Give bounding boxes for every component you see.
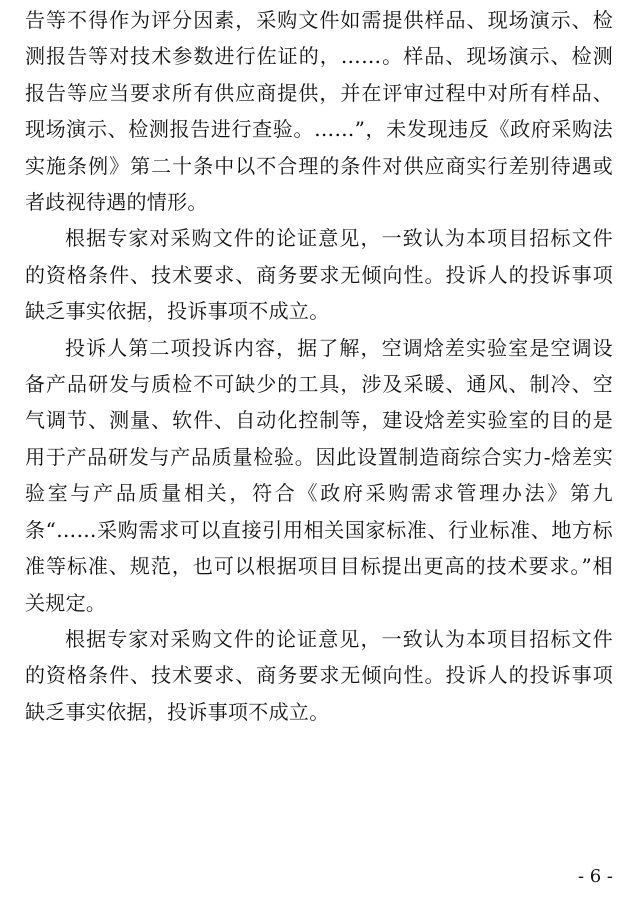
paragraph-4: 根据专家对采购文件的论证意见，一致认为本项目招标文件的资格条件、技术要求、商务要求无倾向性。投诉人的投诉事项缺乏事实依据，投诉事项不成立。 [25,626,613,724]
paragraph-3: 投诉人第二项投诉内容，据了解，空调焓差实验室是空调设备产品研发与质检不可缺少的工具，涉及采暖、通风、制冷、空气调节、测量、软件、自动化控制等，建设焓差实验室的目的是用于产品研发与产品质量检验。因此设置制造商综合实力-焓差实验室与产品质量相关，符合《政府采购需求管理办法》第九条“……采购需求可以直接引用相关国家标准、行业标准、地方标准等标准、规范，也可以根据项目目标提出更高的技术要求。”相关规定。 [25,335,613,615]
body-text [25,2,613,730]
paragraph-2: 根据专家对采购文件的论证意见，一致认为本项目招标文件的资格条件、技术要求、商务要求无倾向性。投诉人的投诉事项缺乏事实依据，投诉事项不成立。 [25,226,613,324]
page-number: - 6 - [577,866,613,887]
paragraph-1: 告等不得作为评分因素，采购文件如需提供样品、现场演示、检测报告等对技术参数进行佐证的，……。样品、现场演示、检测报告等应当要求所有供应商提供，并在评审过程中对所有样品、现场演示、检测报告进行查验。……”，未发现违反《政府采购法实施条例》第二十条中以不合理的条件对供应商实行差别待遇或者歧视待遇的情形。 [25,8,613,215]
